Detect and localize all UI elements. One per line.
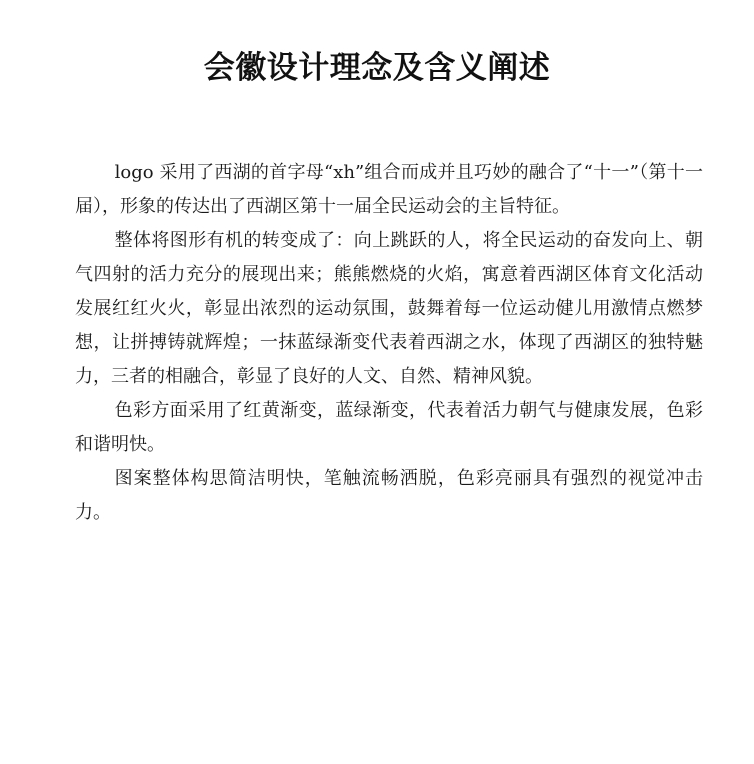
paragraph-graphic-meaning: 整体将图形有机的转变成了：向上跳跃的人，将全民运动的奋发向上、朝气四射的活力充分的展现出来；熊熊燃烧的火焰，寓意着西湖区体育文化活动发展红红火火，彰显出浓烈的运动氛围，鼓舞着每一位运动健儿用激情点燃梦想，让拼搏铸就辉煌；一抹蓝绿渐变代表着西湖之水，体现了西湖区的独特魅力，三者的相融合，彰显了良好的人文、自然、精神风貌。 — [75, 230, 703, 387]
paragraph-overall-design: 图案整体构思简洁明快，笔触流畅洒脱，色彩亮丽具有强烈的视觉冲击力。 — [75, 468, 703, 523]
paragraph-logo-origin: logo 采用了西湖的首字母“xh”组合而成并且巧妙的融合了“十一”（第十一届），形象的传达出了西湖区第十一届全民运动会的主旨特征。 — [75, 162, 703, 217]
paragraph-color-scheme: 色彩方面采用了红黄渐变，蓝绿渐变，代表着活力朝气与健康发展，色彩和谐明快。 — [75, 400, 703, 455]
document-body — [75, 156, 703, 530]
page-title: 会徽设计理念及含义阐述 — [203, 50, 551, 86]
